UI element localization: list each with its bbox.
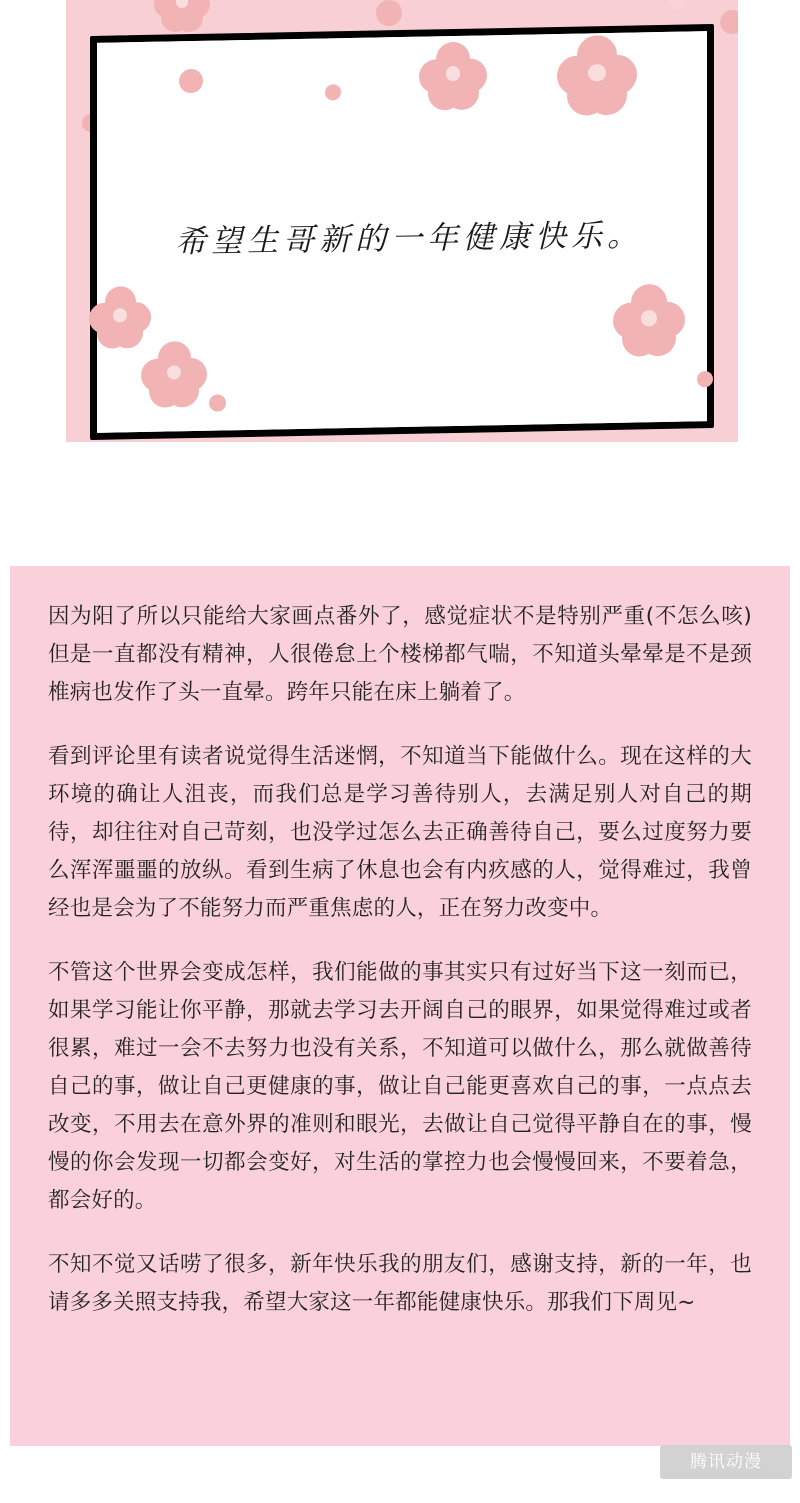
author-note-block [10,566,790,1446]
dot-decoration [720,10,738,34]
dot-decoration [670,0,683,9]
flower-decoration [141,341,207,408]
note-card-surface [97,31,707,433]
handwritten-message: 希望生哥新的一年健康快乐。 [174,217,644,261]
author-note-paragraph: 不管这个世界会变成怎样，我们能做的事其实只有过好当下这一刻而已，如果学习能让你平静，那就去学习去开阔自己的眼界，如果觉得难过或者很累，难过一会不去努力也没有关系，不知道可以做什么，那么就做善待自己的事，做让自己更健康的事，做让自己能更喜欢自己的事，一点点去改变，不用去在意外界的准则和眼光，去做让自己觉得平静自在的事，慢慢的你会发现一切都会变好，对生活的掌控力也会慢慢回来，不要着急，都会好的。 [48,960,752,1213]
author-note-paragraph: 因为阳了所以只能给大家画点番外了，感觉症状不是特别严重(不怎么咳)但是一直都没有精神，人很倦怠上个楼梯都气喘，不知道头晕晕是不是颈椎病也发作了头一直晕。跨年只能在床上躺着了。 [48,604,752,705]
dot-decoration [179,69,203,93]
flower-decoration [557,34,637,116]
flower-decoration [154,0,210,32]
flower-decoration [419,41,487,110]
dot-decoration [209,394,226,411]
note-card [90,24,714,440]
dot-decoration [697,371,713,387]
author-note-paragraph: 看到评论里有读者说觉得生活迷惘，不知道当下能做什么。现在这样的大环境的确让人沮丧，而我们总是学习善待别人，去满足别人对自己的期待，却往往对自己苛刻，也没学过怎么去正确善待自己，要么过度努力要么浑浑噩噩的放纵。看到生病了休息也会有内疚感的人，觉得难过，我曾经也是会为了不能努力而严重焦虑的人，正在努力改变中。 [48,744,752,921]
illustration-panel [66,0,738,442]
dot-decoration [376,0,402,26]
flower-decoration [613,284,685,357]
author-note-paragraph: 不知不觉又话唠了很多，新年快乐我的朋友们，感谢支持，新的一年，也请多多关照支持我，希望大家这一年都能健康快乐。那我们下周见~ [48,1252,752,1315]
dot-decoration [325,84,341,100]
watermark-logo: 腾讯动漫 [660,1445,792,1479]
flower-decoration [89,286,151,349]
